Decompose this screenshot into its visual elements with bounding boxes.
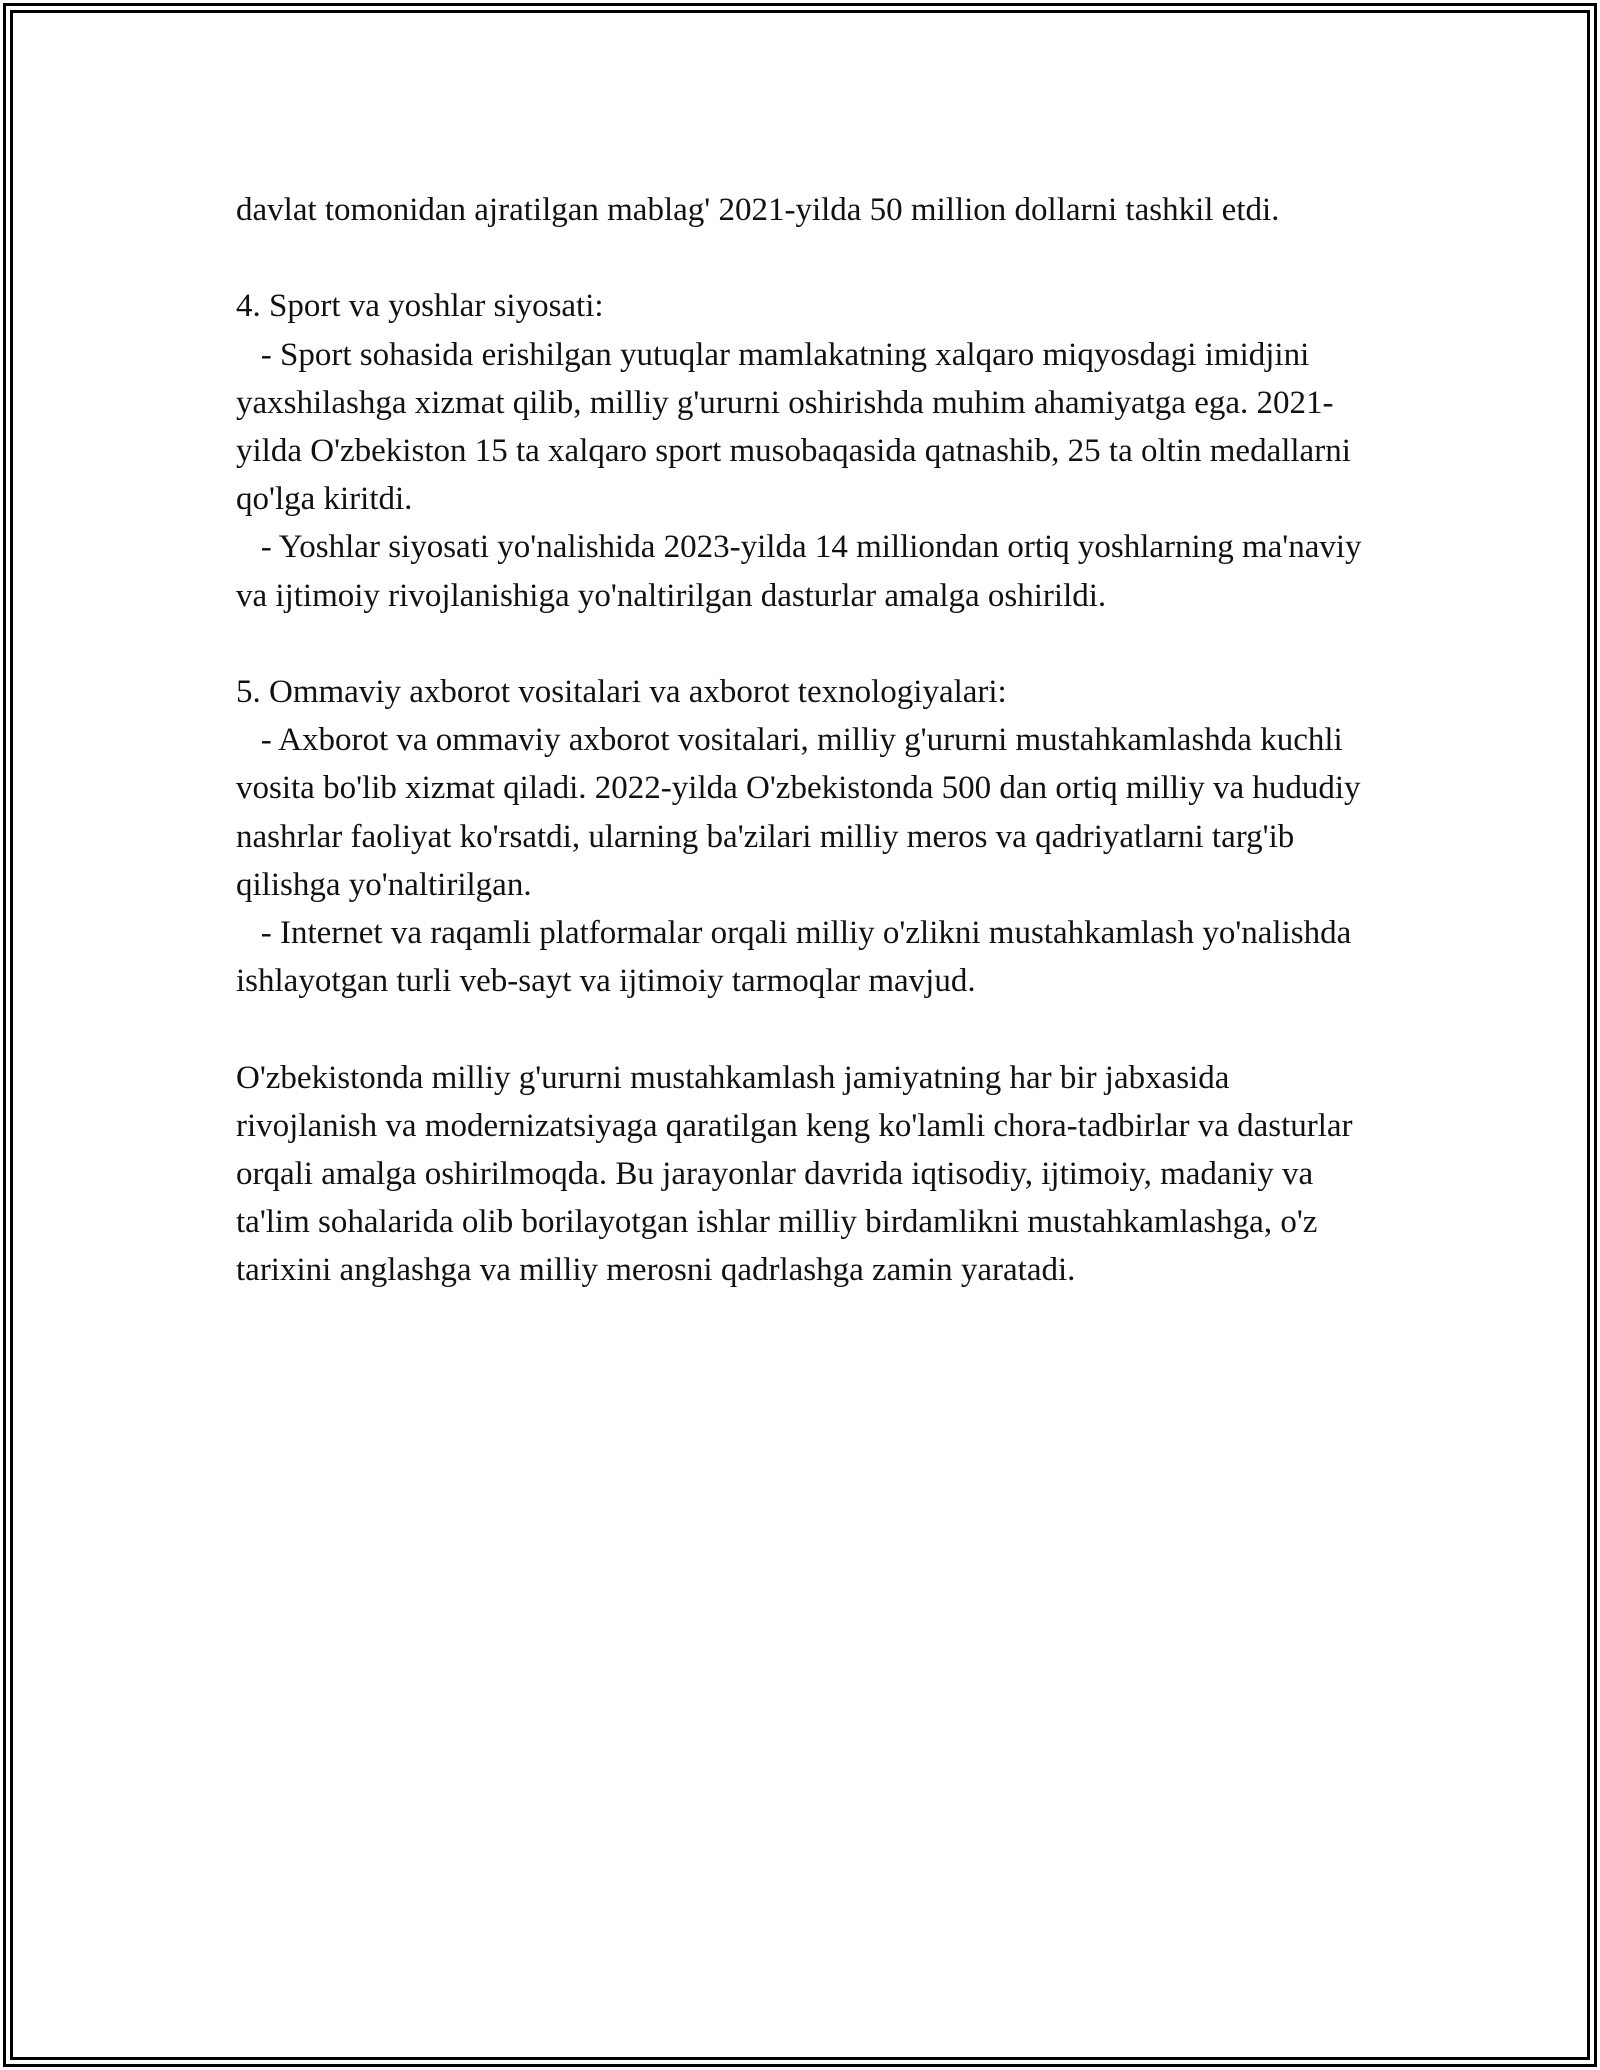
paragraph-spacer	[236, 234, 1376, 282]
paragraph-spacer	[236, 1005, 1376, 1053]
section-5-heading: 5. Ommaviy axborot vositalari va axborot texnologiyalari:	[236, 674, 1007, 710]
section-4-heading: 4. Sport va yoshlar siyosati:	[236, 288, 604, 325]
conclusion-paragraph: O'zbekistonda milliy g'ururni mustahkamlash jamiyatning har bir jabxasida rivojlanish va modernizatsiyaga qaratilgan keng ko'lamli chora-tadbirlar va dasturlar orqali amalga oshirilmoqda. Bu jarayonlar davrida iqtisodiy, ijtimoiy, madaniy va ta'lim sohalarida olib borilayotgan ishlar milliy birdamlikni mustahkamlashga, o'z tarixini anglashga va milliy merosni qadrlashga zamin yaratadi.	[236, 1059, 1361, 1289]
document-body	[236, 186, 1376, 1295]
intro-continuation: davlat tomonidan ajratilgan mablag' 2021-yilda 50 million dollarni tashkil etdi.	[236, 192, 1280, 228]
paragraph-spacer	[236, 620, 1376, 668]
section-4-bullet-1: - Sport sohasida erishilgan yutuqlar mamlakatning xalqaro miqyosdagi imidjini yaxshilashga xizmat qilib, milliy g'ururni oshirishda muhim ahamiyatga ega. 2021-yilda O'zbekiston 15 ta xalqaro sport musobaqasida qatnashib, 25 ta oltin medallarni qo'lga kiritdi.	[236, 336, 1360, 518]
section-5-bullet-2: - Internet va raqamli platformalar orqali milliy o'zlikni mustahkamlash yo'nalishda ishlayotgan turli veb-sayt va ijtimoiy tarmoqlar mavjud.	[236, 915, 1360, 1000]
section-4-bullet-2: - Yoshlar siyosati yo'nalishida 2023-yilda 14 milliondan ortiq yoshlarning ma'naviy va ijtimoiy rivojlanishiga yo'naltirilgan dasturlar amalga oshirildi.	[236, 529, 1370, 614]
section-5-bullet-1: - Axborot va ommaviy axborot vositalari, milliy g'ururni mustahkamlashda kuchli vosita bo'lib xizmat qiladi. 2022-yilda O'zbekistonda 500 dan ortiq milliy va hududiy nashrlar faoliyat ko'rsatdi, ularning ba'zilari milliy meros va qadriyatlarni targ'ib qilishga yo'naltirilgan.	[236, 722, 1369, 903]
